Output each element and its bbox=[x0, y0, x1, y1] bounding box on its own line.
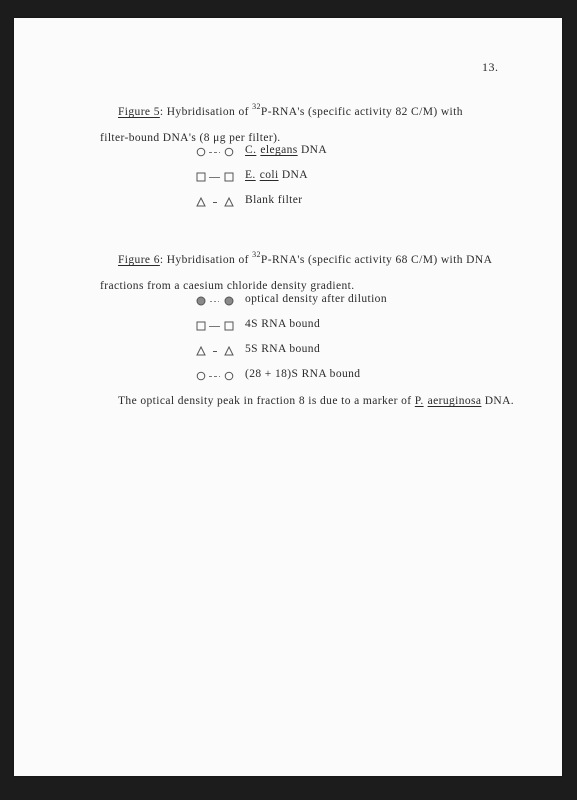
figure5-superscript: 32 bbox=[252, 102, 261, 111]
figure5-text-post: P-RNA's (specific activity 82 C/M) with bbox=[260, 106, 463, 118]
figure5-label: Figure 5 bbox=[118, 106, 160, 118]
figure6-caption-line1 bbox=[118, 250, 493, 266]
figure5-legend-label-3: Blank filter bbox=[245, 194, 303, 206]
open-triangle-line-icon bbox=[193, 343, 237, 359]
open-square-line-icon bbox=[193, 169, 237, 185]
open-triangle-line-icon bbox=[193, 194, 237, 210]
figure6-text-pre: : Hybridisation of bbox=[159, 254, 253, 266]
figure6-caption-line2: fractions from a caesium chloride density gradient. bbox=[100, 280, 355, 292]
figure5-text-pre: : Hybridisation of bbox=[159, 106, 253, 118]
figure5-caption-line1 bbox=[118, 102, 463, 118]
figure5-legend-label-2: E. coli DNA bbox=[245, 169, 308, 181]
figure6-legend-label-2: 4S RNA bound bbox=[245, 318, 321, 330]
figure6-note: The optical density peak in fraction 8 is due to a marker of P. aeruginosa DNA. bbox=[118, 395, 515, 407]
figure6-superscript: 32 bbox=[252, 250, 261, 259]
figure6-legend-label-4: (28 + 18)S RNA bound bbox=[245, 368, 361, 380]
figure6-label: Figure 6 bbox=[118, 254, 160, 266]
figure6-legend-label-1: optical density after dilution bbox=[245, 293, 387, 305]
open-square-line-icon bbox=[193, 318, 237, 334]
figure6-legend-label-3: 5S RNA bound bbox=[245, 343, 321, 355]
figure5-caption-line2: filter-bound DNA's (8 μg per filter). bbox=[100, 132, 281, 144]
page-number: 13. bbox=[482, 60, 499, 74]
document-page bbox=[14, 18, 562, 776]
open-circle-line-icon bbox=[193, 144, 237, 160]
filled-circle-line-icon bbox=[193, 293, 237, 309]
figure6-text-post: P-RNA's (specific activity 68 C/M) with DNA bbox=[260, 254, 493, 266]
open-circle-line-icon bbox=[193, 368, 237, 384]
figure5-legend-label-1: C. elegans DNA bbox=[245, 144, 328, 156]
